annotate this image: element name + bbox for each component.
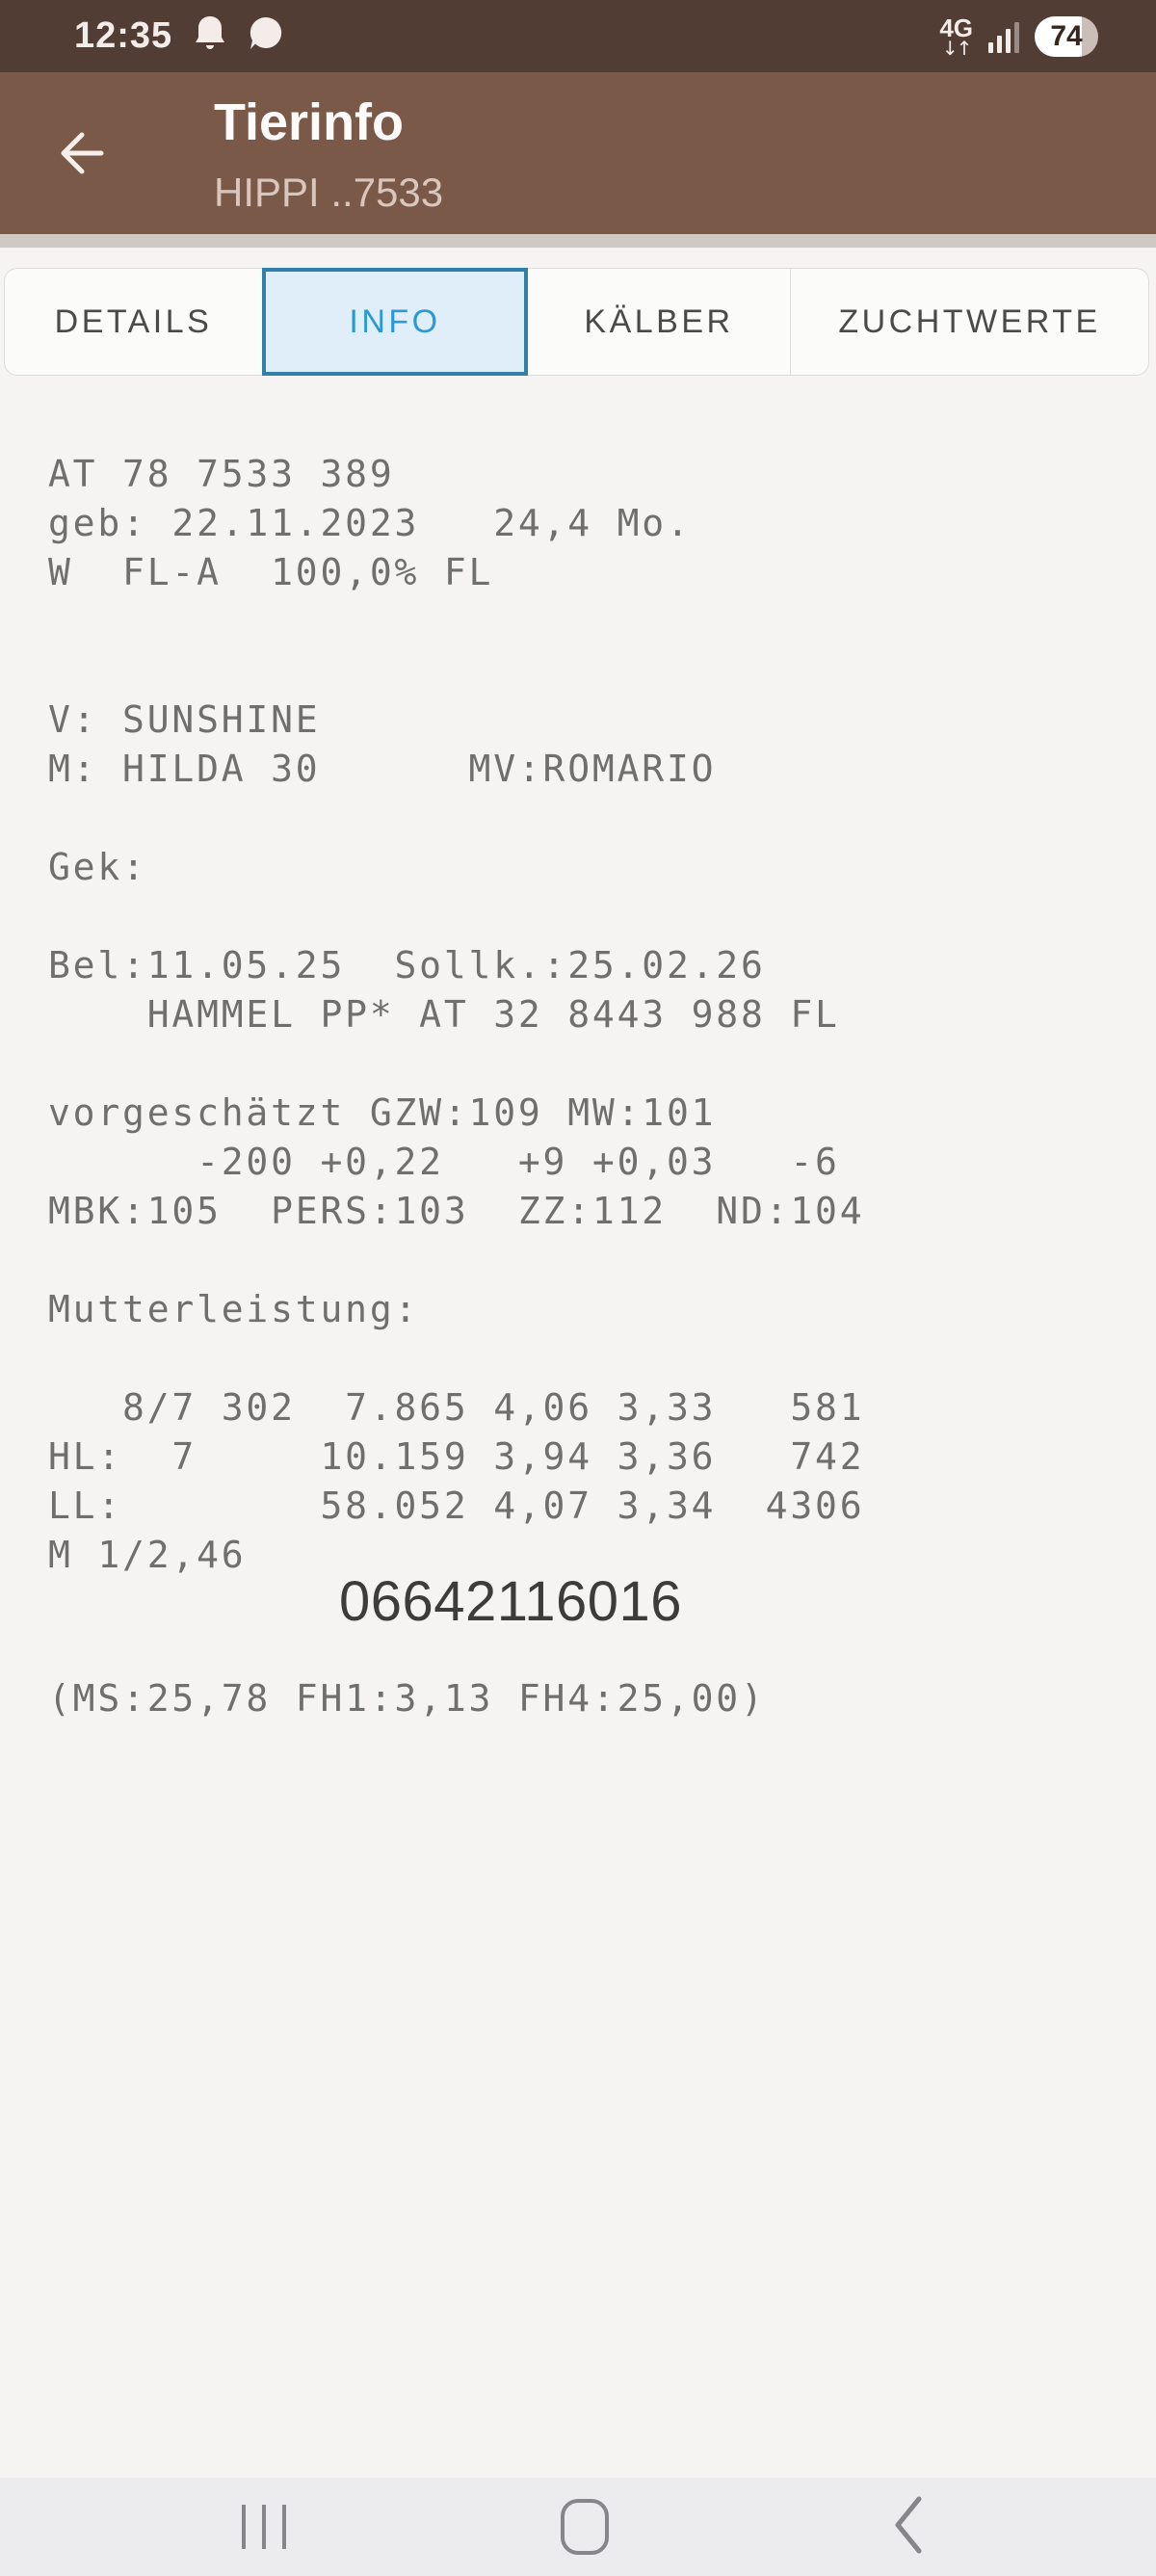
system-nav-bar — [0, 2478, 1156, 2576]
info-line: Mutterleistung: — [48, 1288, 420, 1330]
tab-bar — [0, 248, 1156, 397]
home-icon — [561, 2499, 609, 2555]
battery-icon — [1035, 16, 1098, 57]
info-line: W FL-A 100,0% FL — [48, 551, 494, 593]
notification-bell-icon — [194, 14, 226, 58]
phone-number-link[interactable]: 06642116016 — [339, 1570, 683, 1633]
app-bar — [0, 72, 1156, 234]
clock: 12:35 — [74, 15, 173, 56]
page-title: Tierinfo — [214, 93, 405, 151]
info-line: V: SUNSHINE — [48, 698, 321, 741]
info-line — [48, 597, 1137, 646]
info-line: geb: 22.11.2023 24,4 Mo. — [48, 502, 692, 544]
tab-label: ZUCHTWERTE — [838, 302, 1101, 340]
info-line: M: HILDA 30 MV:ROMARIO — [48, 748, 717, 790]
info-line: AT 78 7533 389 — [48, 453, 395, 495]
info-line — [48, 892, 1137, 941]
nav-back-button[interactable] — [864, 2478, 953, 2576]
info-line: HAMMEL PP* AT 32 8443 988 FL — [48, 993, 840, 1036]
status-right — [939, 15, 1098, 58]
tab-info[interactable] — [262, 268, 528, 376]
info-line — [48, 1039, 1137, 1089]
recents-icon — [242, 2505, 286, 2549]
info-line: HL: 7 10.159 3,94 3,36 742 — [48, 1435, 865, 1478]
info-line — [48, 1236, 1137, 1285]
back-icon — [889, 2494, 928, 2561]
info-line: Gek: — [48, 846, 147, 888]
info-line: M 1/2,46 — [48, 1534, 247, 1576]
info-line: LL: 58.052 4,07 3,34 4306 — [48, 1485, 865, 1527]
signal-strength-icon — [988, 20, 1019, 53]
tab-zuchtwerte[interactable] — [790, 268, 1149, 376]
appbar-shadow-divider — [0, 234, 1156, 248]
back-arrow-icon — [55, 168, 109, 184]
info-scroll-area[interactable] — [0, 397, 1156, 2478]
info-line — [48, 1334, 1137, 1383]
info-line: Bel:11.05.25 Sollk.:25.02.26 — [48, 944, 766, 986]
network-arrows-icon: ↓↑ — [941, 36, 971, 60]
status-bar — [0, 0, 1156, 72]
back-button[interactable] — [55, 126, 109, 180]
network-4g-icon: 4G ↓↑ — [939, 13, 973, 60]
nav-home-button[interactable] — [540, 2478, 629, 2576]
chat-bubble-icon — [248, 15, 284, 57]
tab-kaelber[interactable] — [527, 268, 791, 376]
nav-recents-button[interactable] — [220, 2478, 308, 2576]
info-line: vorgeschätzt GZW:109 MW:101 — [48, 1091, 717, 1134]
info-line: MBK:105 PERS:103 ZZ:112 ND:104 — [48, 1190, 865, 1232]
tab-label: DETAILS — [54, 302, 213, 340]
battery-percent: 74 — [1050, 19, 1083, 52]
info-footer-line: (MS:25,78 FH1:3,13 FH4:25,00) — [48, 1677, 766, 1720]
info-line: -200 +0,22 +9 +0,03 -6 — [48, 1141, 840, 1183]
status-left — [74, 14, 284, 58]
page-subtitle: HIPPI ..7533 — [214, 170, 444, 215]
tab-details[interactable] — [4, 268, 263, 376]
info-line — [48, 646, 1137, 696]
tab-label: INFO — [349, 302, 441, 340]
tab-label: KÄLBER — [584, 302, 734, 340]
info-line — [48, 794, 1137, 843]
info-line: 8/7 302 7.865 4,06 3,33 581 — [48, 1386, 865, 1429]
